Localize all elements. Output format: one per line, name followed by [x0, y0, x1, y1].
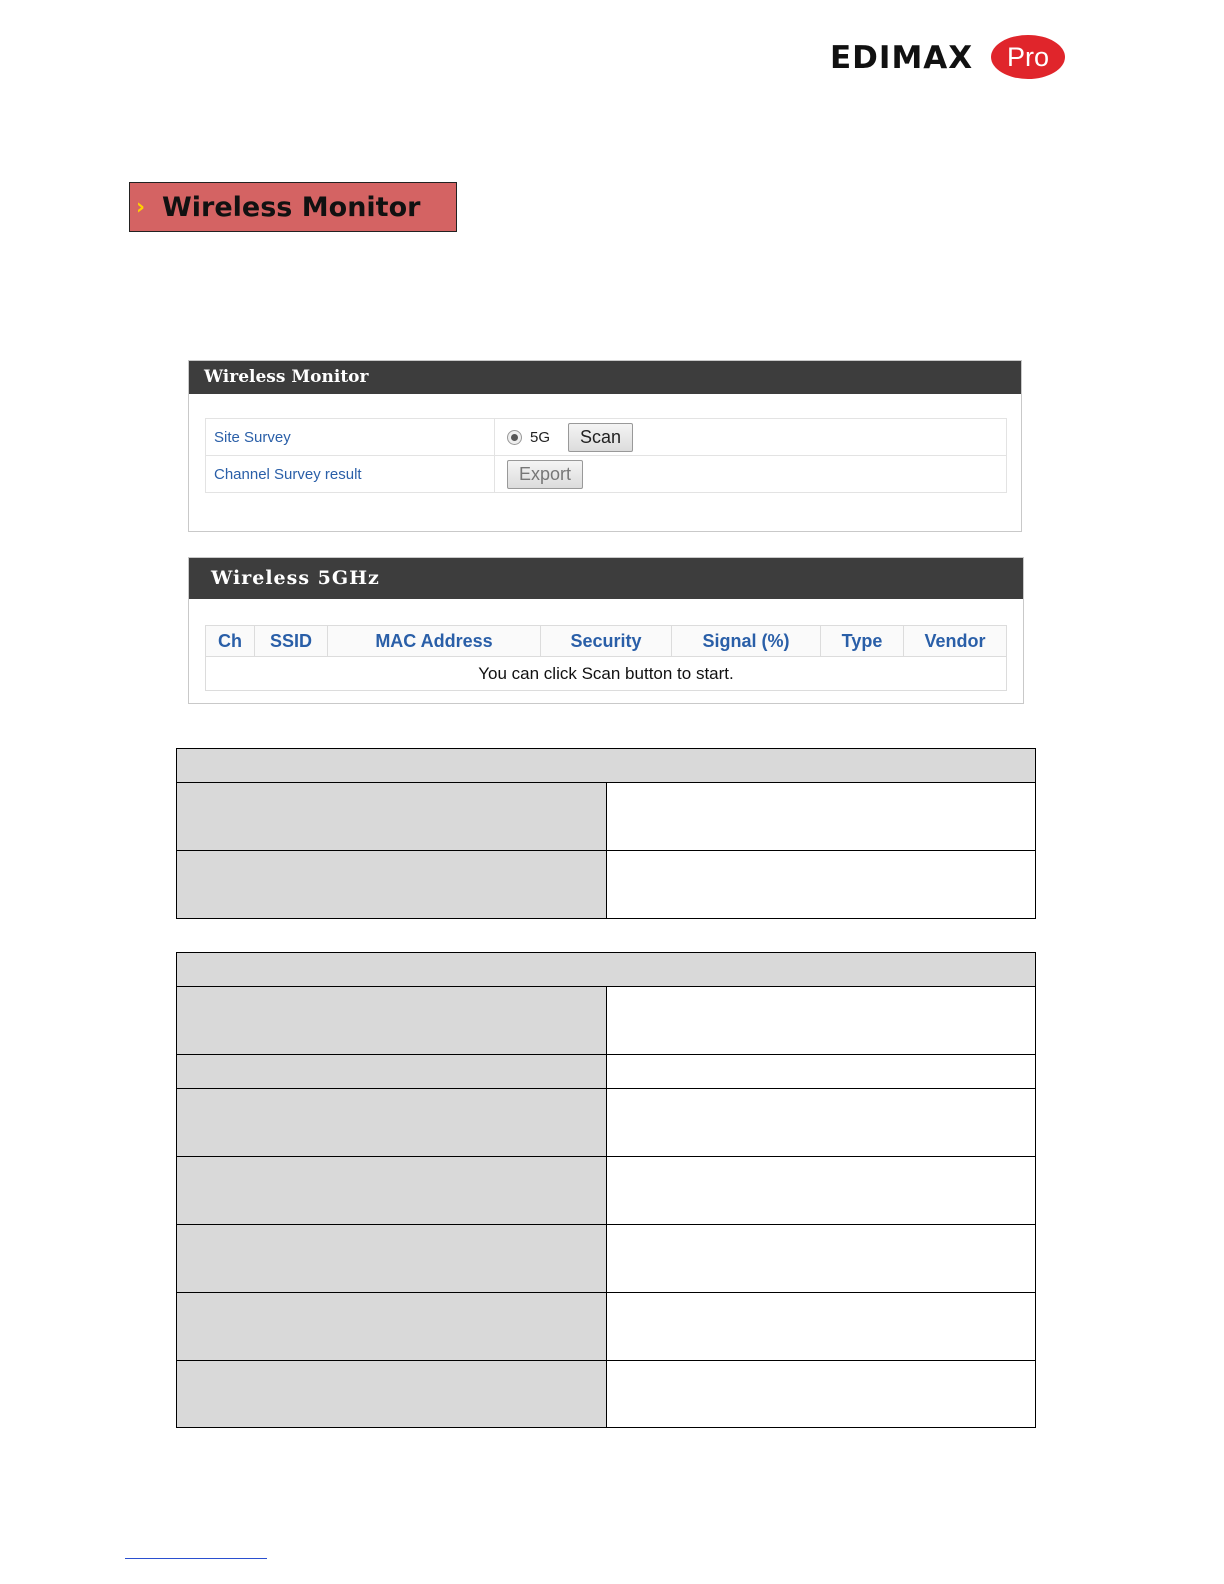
wireless-5ghz-panel [188, 557, 1024, 704]
table-header-row [206, 626, 1007, 657]
channel-survey-label: Channel Survey result [206, 456, 495, 493]
description-table-2 [176, 952, 1036, 1428]
footer-link-underline [125, 1558, 267, 1559]
table-row [177, 987, 1036, 1055]
survey-table [205, 418, 1007, 493]
panel-title: Wireless Monitor [189, 361, 1021, 394]
table-row [177, 1225, 1036, 1293]
column-header-ssid[interactable]: SSID [255, 626, 328, 657]
column-header-vendor[interactable]: Vendor [904, 626, 1007, 657]
column-header-type[interactable]: Type [821, 626, 904, 657]
column-header-security[interactable]: Security [541, 626, 672, 657]
table-row [177, 1361, 1036, 1428]
empty-message: You can click Scan button to start. [206, 657, 1007, 691]
site-survey-label: Site Survey [206, 419, 495, 456]
channel-survey-row [206, 456, 1007, 493]
column-header-ch[interactable]: Ch [206, 626, 255, 657]
table-header-row [177, 749, 1036, 783]
table-row [177, 1055, 1036, 1089]
column-header-mac[interactable]: MAC Address [328, 626, 541, 657]
table-header-row [177, 953, 1036, 987]
wireless-monitor-panel [188, 360, 1022, 532]
chevron-right-icon: › [136, 195, 146, 220]
table-row [177, 1293, 1036, 1361]
table-row [177, 1157, 1036, 1225]
table-row [177, 1089, 1036, 1157]
column-header-signal[interactable]: Signal (%) [672, 626, 821, 657]
export-button[interactable]: Export [507, 460, 583, 489]
table-row [206, 657, 1007, 691]
pro-badge-icon [990, 34, 1066, 80]
table-row [177, 783, 1036, 851]
scan-results-table [205, 625, 1007, 691]
logo-pro-text: Pro [1006, 42, 1050, 72]
section-heading [129, 182, 457, 232]
logo-brand-text: EDIMAX [830, 40, 974, 76]
table-row [177, 851, 1036, 919]
edimax-pro-logo [830, 34, 1070, 82]
scan-button[interactable]: Scan [568, 423, 633, 452]
description-table-1 [176, 748, 1036, 919]
site-survey-row [206, 419, 1007, 456]
section-title: Wireless Monitor [162, 192, 421, 223]
band-5g-radio[interactable] [507, 430, 522, 445]
panel-title: Wireless 5GHz [189, 558, 1023, 599]
band-5g-label: 5G [530, 428, 551, 446]
